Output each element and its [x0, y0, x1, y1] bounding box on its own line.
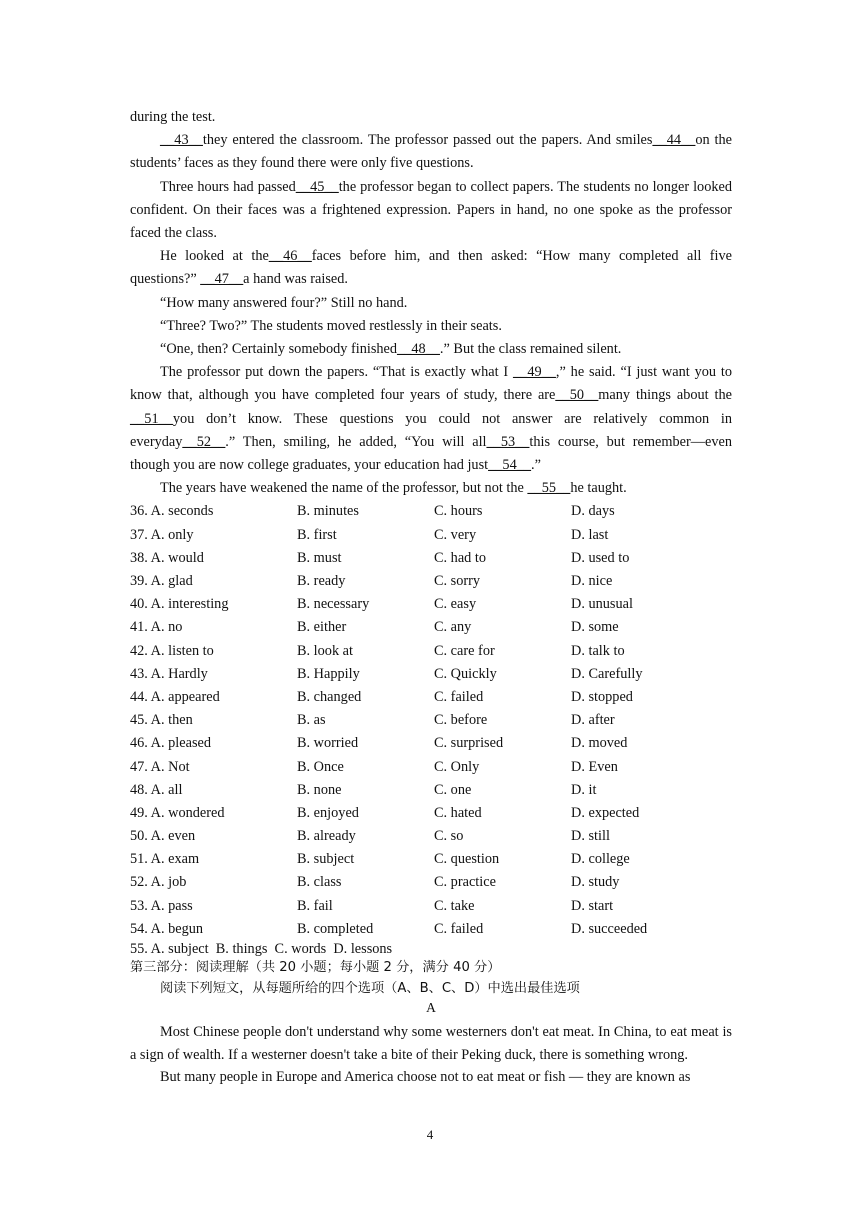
- option-row: [130, 547, 732, 570]
- option-choice: D. college: [571, 851, 630, 868]
- answer-blank: __44__: [652, 132, 696, 149]
- option-row: [130, 825, 732, 848]
- option-choice: B. minutes: [297, 503, 359, 520]
- option-row: [130, 500, 732, 523]
- option-choice: 49. A. wondered: [130, 804, 225, 821]
- option-choice: B. must: [297, 549, 342, 566]
- option-choice: B. Once: [297, 758, 344, 775]
- section3-instruction: 阅读下列短文，从每题所给的四个选项（A、B、C、D）中选出最佳选项: [160, 981, 580, 997]
- option-row: [130, 686, 732, 709]
- answer-blank: __53__: [486, 433, 530, 450]
- answer-blank: __50__: [555, 387, 599, 404]
- option-choice: C. Only: [434, 758, 480, 775]
- option-choice: B. fail: [297, 897, 333, 914]
- option-choice: C. question: [434, 851, 500, 868]
- option-choice: D. it: [571, 781, 597, 798]
- passage-paragraph: [130, 361, 732, 477]
- passage-paragraph: [130, 477, 732, 500]
- option-choice: D. days: [571, 503, 615, 520]
- option-choice: B. completed: [297, 920, 374, 937]
- passage-text: “One, then? Certainly somebody finished: [160, 341, 398, 358]
- option-choice: B. worried: [297, 735, 359, 752]
- answer-blank: __47__: [200, 271, 244, 288]
- option-choice: B. Happily: [297, 665, 360, 682]
- option-row: [130, 802, 732, 825]
- option-choice: C. care for: [434, 642, 495, 659]
- option-choice: C. surprised: [434, 735, 504, 752]
- passage-text: “Three? Two?” The students moved restlessly in their seats.: [160, 317, 502, 334]
- passage-text: the professor began to collect papers. The students no longer looked confident. On their faces was a frightened expression. Papers in hand, no one spoke as the professor faced the class.: [130, 178, 732, 242]
- option-row: [130, 616, 732, 639]
- option-row: [130, 640, 732, 663]
- option-choice: B. necessary: [297, 596, 370, 613]
- passage-paragraph: [130, 245, 732, 291]
- passage-label: A: [426, 1000, 436, 1016]
- option-choice: B. already: [297, 828, 356, 845]
- cloze-passage: [130, 106, 732, 500]
- option-choice: 50. A. even: [130, 828, 196, 845]
- option-choice: D. some: [571, 619, 619, 636]
- option-row: [130, 756, 732, 779]
- option-choice: C. failed: [434, 920, 484, 937]
- passage-paragraph: [130, 338, 732, 361]
- option-choice: B. either: [297, 619, 347, 636]
- option-choice: D. start: [571, 897, 614, 914]
- passage-text: .”: [531, 457, 541, 474]
- answer-blank: __46__: [268, 248, 312, 265]
- option-choice: 47. A. Not: [130, 758, 190, 775]
- section3-heading: 第三部分：阅读理解（共 20 小题；每小题 2 分，满分 40 分）: [130, 960, 501, 976]
- passage-text: .” Then, smiling, he added, “You will all: [225, 433, 487, 450]
- option-choice: 37. A. only: [130, 526, 194, 543]
- passage-paragraph: [130, 129, 732, 175]
- passage-text: .” But the class remained silent.: [439, 341, 622, 358]
- option-choice: D. expected: [571, 804, 640, 821]
- option-choice: D. used to: [571, 549, 630, 566]
- answer-blank: __54__: [488, 457, 532, 474]
- option-choice: 36. A. seconds: [130, 503, 214, 520]
- passage-text: Three hours had passed: [160, 178, 296, 195]
- option-choice: 46. A. pleased: [130, 735, 211, 752]
- option-choice: B. changed: [297, 688, 362, 705]
- passage-text: during the test.: [130, 109, 216, 125]
- option-choice: D. study: [571, 874, 620, 891]
- passage-text: this course, but remember—even though you are now college graduates, your education had just: [130, 433, 732, 474]
- passage-text: you don’t know. These questions you could not answer are relatively common in everyday: [130, 410, 732, 450]
- option-row: [130, 779, 732, 802]
- option-row-55: [130, 941, 732, 957]
- option-choice: B. none: [297, 781, 342, 798]
- option-row: [130, 732, 732, 755]
- option-choice: D. still: [571, 828, 610, 845]
- option-choice: D. stopped: [571, 688, 633, 705]
- option-choice: C. so: [434, 828, 464, 845]
- passage-text: they entered the classroom. The professor passed out the papers. And smiles: [202, 132, 653, 149]
- option-choice: D. Carefully: [571, 665, 643, 682]
- option-choice: D. nice: [571, 573, 613, 590]
- passage-text: many things about the: [598, 387, 732, 404]
- option-choice: B. enjoyed: [297, 804, 359, 821]
- page-number: 4: [426, 1127, 434, 1142]
- option-choice: C. sorry: [434, 573, 481, 590]
- option-choice: 45. A. then: [130, 712, 193, 729]
- option-choice: D. after: [571, 712, 615, 729]
- option-choice: 54. A. begun: [130, 920, 204, 937]
- cloze-options: [130, 500, 732, 941]
- option-choice: B. subject: [297, 851, 355, 868]
- passage-paragraph: [130, 315, 732, 338]
- passage-text: The years have weakened the name of the professor, but not the: [160, 480, 528, 497]
- answer-blank: __45__: [295, 178, 339, 195]
- option-choice: C. any: [434, 619, 472, 636]
- option-choice: C. hated: [434, 804, 482, 821]
- option-55-text: 55. A. subject B. things C. words D. lessons: [130, 941, 393, 958]
- option-choice: 44. A. appeared: [130, 688, 220, 705]
- passage-text: “How many answered four?” Still no hand.: [160, 294, 408, 311]
- option-choice: 38. A. would: [130, 549, 204, 566]
- option-choice: 52. A. job: [130, 874, 187, 891]
- reading-paragraph: But many people in Europe and America choose not to eat meat or fish — they are known as: [160, 1069, 691, 1086]
- option-choice: 41. A. no: [130, 619, 183, 636]
- option-choice: B. class: [297, 874, 342, 891]
- option-row: [130, 570, 732, 593]
- option-row: [130, 918, 732, 941]
- option-choice: C. easy: [434, 596, 477, 613]
- option-choice: 40. A. interesting: [130, 596, 229, 613]
- answer-blank: __55__: [527, 480, 571, 497]
- passage-text: he taught.: [570, 480, 627, 497]
- option-choice: C. Quickly: [434, 665, 497, 682]
- option-row: [130, 871, 732, 894]
- answer-blank: __52__: [182, 433, 226, 450]
- option-choice: D. Even: [571, 758, 618, 775]
- option-choice: D. talk to: [571, 642, 625, 659]
- option-choice: C. before: [434, 712, 488, 729]
- passage-text: He looked at the: [160, 248, 269, 265]
- page-content: [130, 106, 732, 1089]
- option-choice: C. one: [434, 781, 472, 798]
- passage-text: on the students’ faces as they found there were only five questions.: [130, 132, 732, 172]
- option-choice: C. very: [434, 526, 477, 543]
- option-row: [130, 709, 732, 732]
- option-row: [130, 895, 732, 918]
- option-choice: 48. A. all: [130, 781, 183, 798]
- answer-blank: __51__: [130, 410, 173, 427]
- option-choice: C. had to: [434, 549, 487, 566]
- option-choice: C. hours: [434, 503, 483, 520]
- option-choice: C. practice: [434, 874, 496, 891]
- passage-text: faces before him, and then asked: “How many completed all five questions?”: [130, 248, 732, 288]
- option-row: [130, 848, 732, 871]
- answer-blank: __48__: [397, 341, 440, 358]
- option-choice: B. ready: [297, 573, 346, 590]
- option-row: [130, 663, 732, 686]
- option-choice: 51. A. exam: [130, 851, 200, 868]
- passage-paragraph: [130, 106, 732, 129]
- passage-text: ,” he said. “I just want you to know that, although you have completed four years of study, there are: [130, 364, 732, 404]
- option-choice: 42. A. listen to: [130, 642, 214, 659]
- option-choice: B. look at: [297, 642, 353, 659]
- option-row: [130, 524, 732, 547]
- option-choice: C. take: [434, 897, 475, 914]
- option-choice: D. moved: [571, 735, 628, 752]
- option-choice: 39. A. glad: [130, 573, 193, 590]
- option-choice: 53. A. pass: [130, 897, 193, 914]
- passage-paragraph: [130, 292, 732, 315]
- option-choice: C. failed: [434, 688, 484, 705]
- option-choice: B. first: [297, 526, 337, 543]
- passage-text: a hand was raised.: [243, 271, 348, 288]
- option-choice: B. as: [297, 712, 326, 729]
- passage-paragraph: [130, 176, 732, 246]
- option-choice: D. last: [571, 526, 609, 543]
- option-row: [130, 593, 732, 616]
- answer-blank: __49__: [513, 364, 556, 381]
- answer-blank: __43__: [160, 132, 203, 149]
- passage-text: The professor put down the papers. “That is exactly what I: [160, 364, 514, 381]
- reading-passage: [130, 1021, 732, 1089]
- option-choice: 43. A. Hardly: [130, 665, 208, 682]
- reading-paragraph: Most Chinese people don't understand why some westerners don't eat meat. In China, to eat meat is a sign of wealth. If a westerner doesn't take a bite of their Peking duck, there is something wrong.: [130, 1024, 732, 1063]
- option-choice: D. succeeded: [571, 920, 648, 937]
- option-choice: D. unusual: [571, 596, 633, 613]
